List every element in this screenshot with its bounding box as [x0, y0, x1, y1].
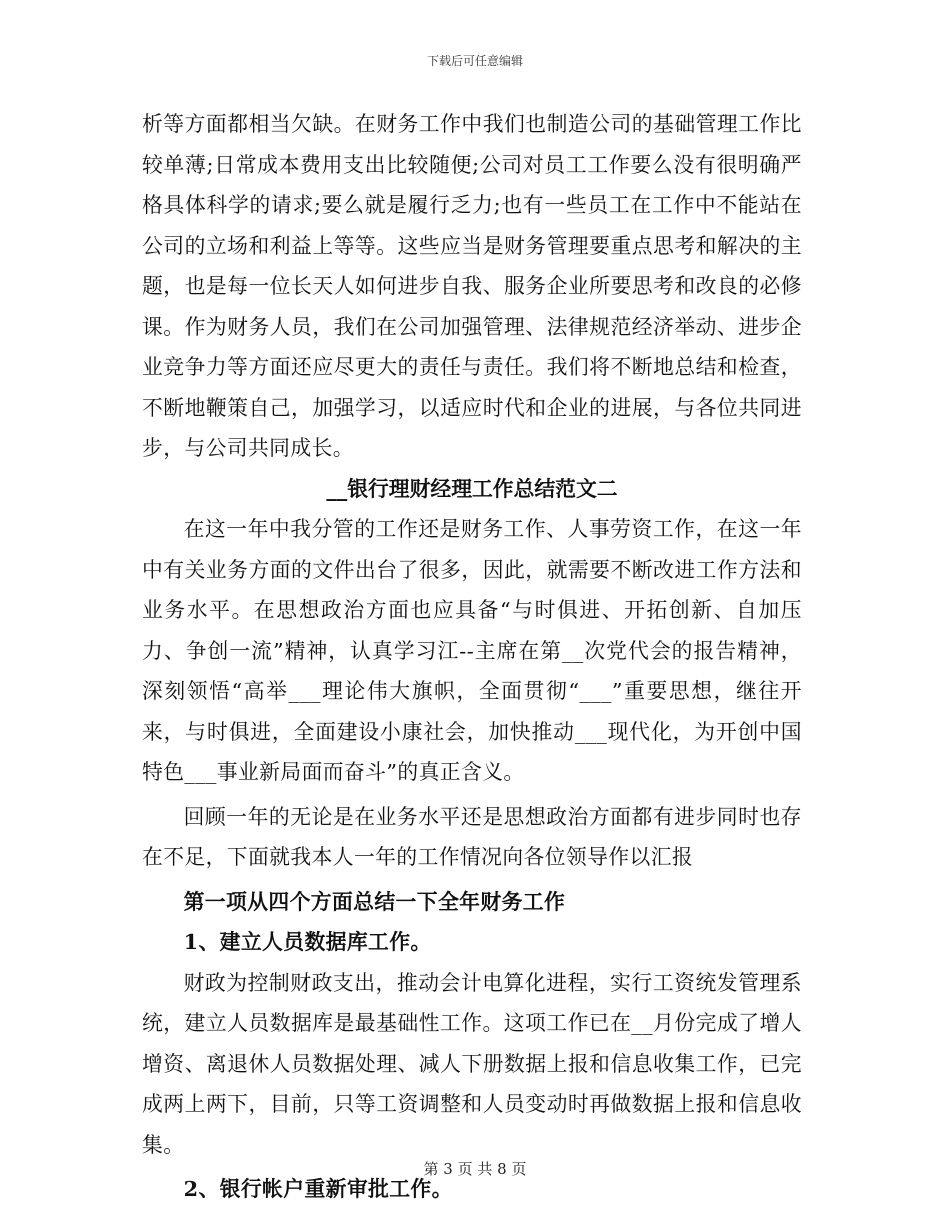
heading-item-overview: 第一项从四个方面总结一下全年财务工作	[183, 888, 566, 914]
page-number: 第 3 页 共 8 页	[423, 1160, 527, 1178]
paragraph-intro: 在这一年中我分管的工作还是财务工作、人事劳资工作，在这一年中有关业务方面的文件出台了很多，因此，就需要不断改进工作方法和业务水平。在思想政治方面也应具备“与时俱进、开拓创新、自加压力、争创一流”精神，认真学习江--主席在第__次党代会的报告精神，深刻领悟“高举___理论伟大旗帜，全面贯彻“___”重要思想，继往开来，与时俱进，全面建设小康社会，加快推动___现代化，为开创中国特色___事业新局面而奋斗”的真正含义。	[142, 517, 802, 784]
paragraph-database: 财政为控制财政支出，推动会计电算化进程，实行工资统发管理系统，建立人员数据库是最基础性工作。这项工作已在__月份完成了增人增资、离退休人员数据处理、减人下册数据上报和信息收集工作，已完成两上两下，目前，只等工资调整和人员变动时再做数据上报和信息收集。	[142, 970, 802, 1157]
section-title: __银行理财经理工作总结范文二	[326, 475, 618, 501]
paragraph-review: 回顾一年的无论是在业务水平还是思想政治方面都有进步同时也存在不足，下面就我本人一年的工作情况向各位领导作以汇报	[142, 804, 802, 869]
heading-item-database: 1、建立人员数据库工作。	[183, 929, 432, 954]
document-body	[142, 104, 802, 1210]
page-header-note: 下载后可任意编辑	[426, 54, 523, 68]
heading-item-bank-account: 2、银行帐户重新审批工作。	[183, 1176, 453, 1201]
paragraph-continued: 析等方面都相当欠缺。在财务工作中我们也制造公司的基础管理工作比较单薄;日常成本费用支出比较随便;公司对员工工作要么没有很明确严格具体科学的请求;要么就是履行乏力;也有一些员工在工作中不能站在公司的立场和利益上等等。这些应当是财务管理要重点思考和解决的主题，也是每一位长天人如何进步自我、服务企业所要思考和改良的必修课。作为财务人员，我们在公司加强管理、法律规范经济举动、进步企业竞争力等方面还应尽更大的责任与责任。我们将不断地总结和检查，不断地鞭策自己，加强学习，以适应时代和企业的进展，与各位共同进步，与公司共同成长。	[142, 112, 802, 460]
